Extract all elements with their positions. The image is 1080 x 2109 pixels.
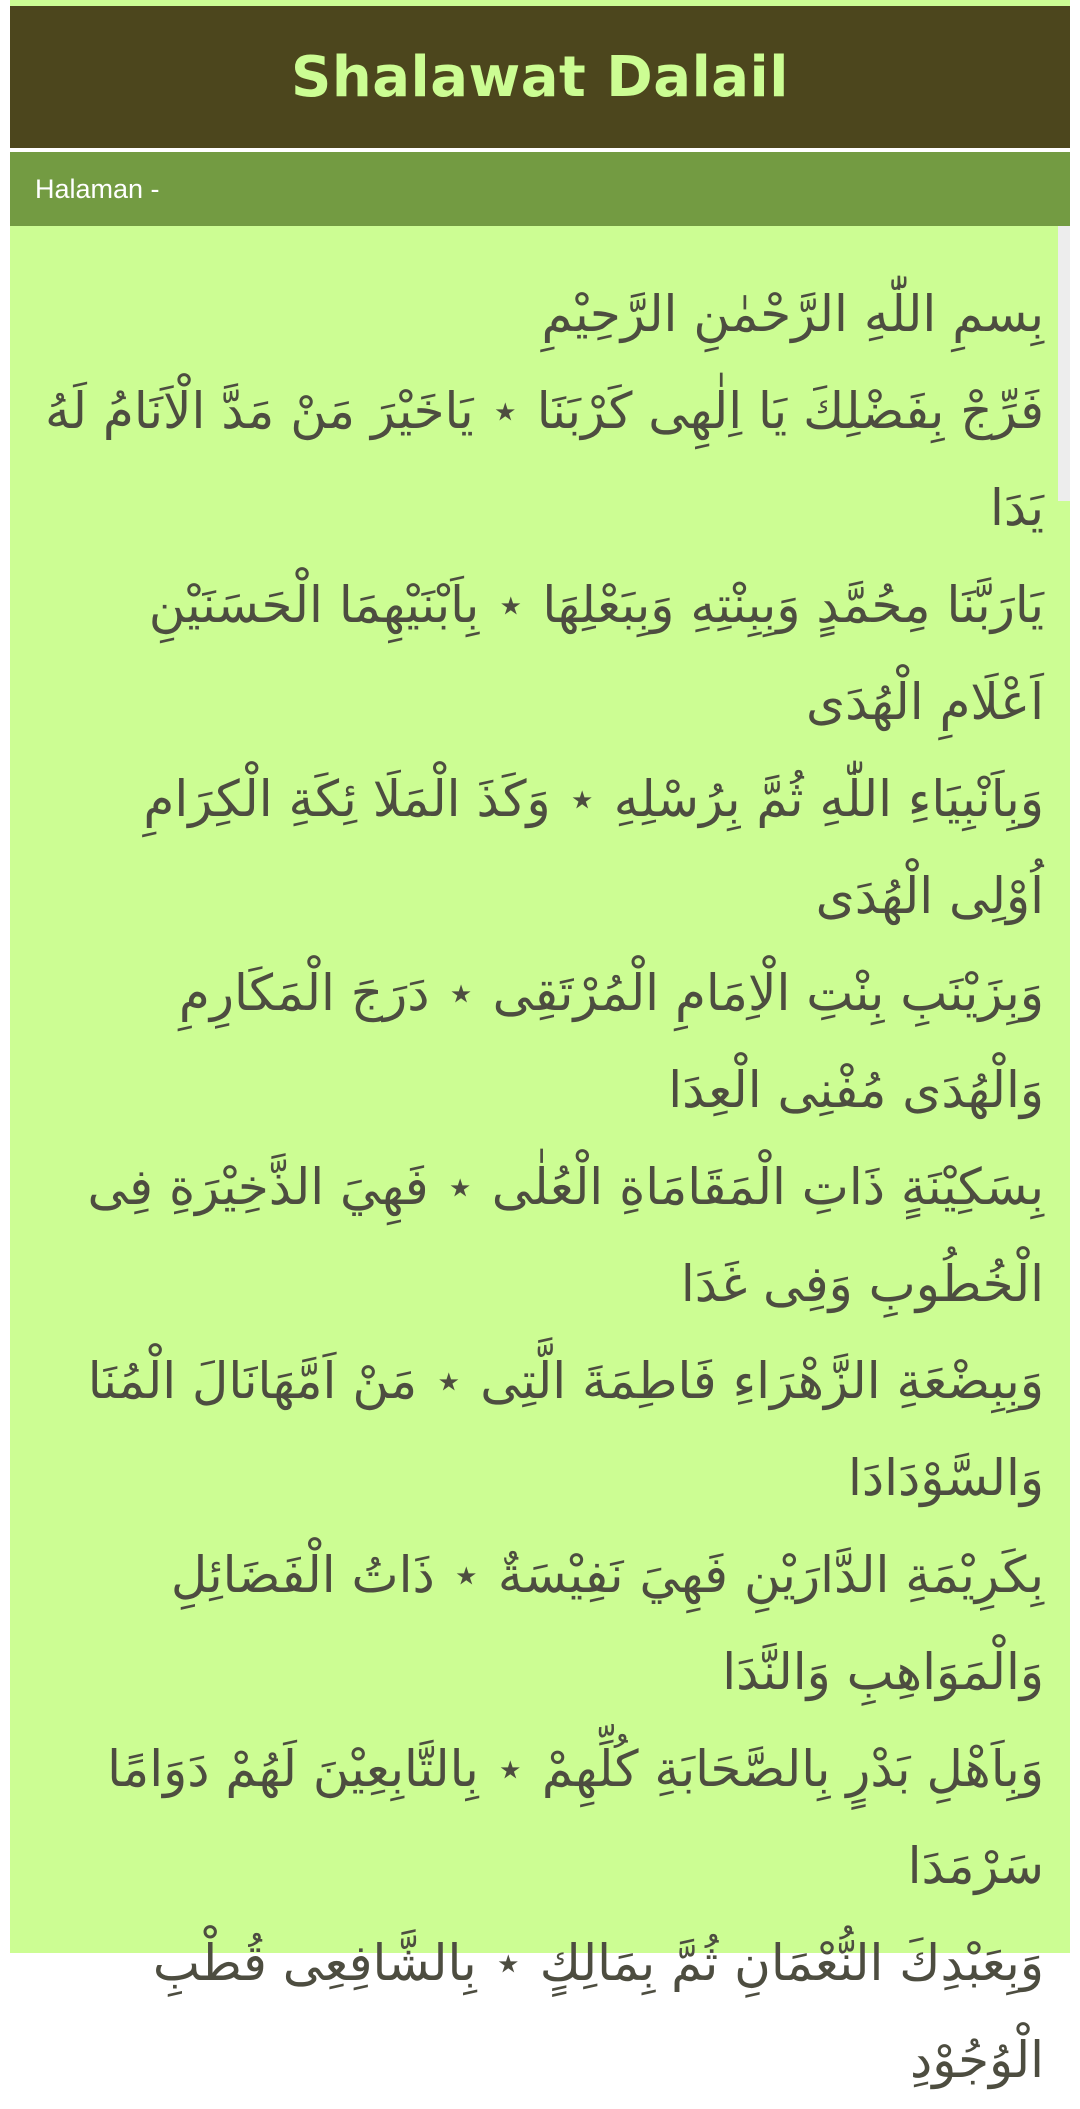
app-title: Shalawat Dalail — [291, 44, 789, 110]
verse-line: وَبِبِضْعَةِ الزَّهْرَاءِ فَاطِمَةَ الَّتِى ⋆ مَنْ اَمَّهَانَالَ الْمُنَا وَالسَّوْدَادَا — [87, 1352, 1044, 1507]
verse-line: بِكَرِيْمَةِ الدَّارَيْنِ فَهِيَ نَفِيْسَةٌ ⋆ ذَاتُ الْفَضَائِلِ وَالْمَوَاهِبِ وَالنَّدَا — [170, 1546, 1044, 1701]
window-edge — [1070, 0, 1080, 1953]
verse-line: وَبِاَهْلِ بَدْرٍ بِالصَّحَابَةِ كُلِّهِمْ ⋆ بِالتَّابِعِيْنَ لَهُمْ دَوَامًا سَرْمَدَا — [107, 1740, 1044, 1895]
verse-line: يَارَبَّنَا مِحُمَّدٍ وَبِبِنْتِهِ وَبِبَعْلِهَا ⋆ بِاَبْنَيْهِمَا الْحَسَنَيْنِ اَعْلَامِ الْهُدَى — [148, 576, 1044, 731]
verse-content[interactable] — [10, 226, 1070, 2089]
verse-line: بِسَكِيْنَةٍ ذَاتِ الْمَقَامَاةِ الْعُلٰى ⋆ فَهِيَ الذَّخِيْرَةِ فِى الْخُطُوبِ وَفِى غَدَا — [87, 1158, 1044, 1313]
verse-line: وَبِاَنْبِيَاءِ اللّٰهِ ثُمَّ بِرُسْلِهِ ⋆ وَكَذَ الْمَلَا ئِكَةِ الْكِرَامِ اُوْلِى الْهُدَى — [143, 770, 1044, 925]
verse-line: وَبِعَبْدِكَ النُّعْمَانِ ثُمَّ بِمَالِكٍ ⋆ بِالشَّافِعِى قُطْبِ الْوُجُوْدِ — [152, 1934, 1044, 2089]
scrollbar-thumb[interactable] — [1058, 226, 1070, 501]
page-label: Halaman - — [35, 173, 160, 204]
verse-line: فَرِّجْ بِفَضْلِكَ يَا اِلٰهِى كَرْبَنَا ⋆ يَاخَيْرَ مَنْ مَدَّ الْاَنَامُ لَهُ يَدَا — [44, 382, 1044, 537]
verse-line: وَبِزَيْنَبِ بِنْتِ الْاِمَامِ الْمُرْتَقِى ⋆ دَرَجَ الْمَكَارِمِ وَالْهُدَى مُفْنِى الْعِدَا — [178, 964, 1044, 1119]
page-indicator-bar — [10, 152, 1070, 226]
verse-line-basmala: بِسمِ اللّٰهِ الرَّحْمٰنِ الرَّحِيْمِ — [541, 285, 1044, 343]
app-header — [10, 6, 1070, 148]
verse-list — [10, 226, 1070, 2109]
app-screen — [10, 0, 1070, 2089]
